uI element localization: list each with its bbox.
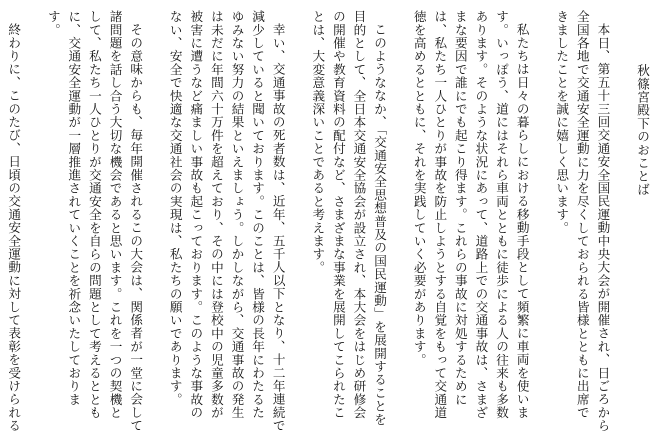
paragraph-association-activities: このようななか、「交通安全思想普及の国民運動」を展開することを目的として、全日本交通安全協会が設立され、本大会をはじめ研修会の開催や教育資料の配付など、さまざまな事業を展開してこられたことは、大変意義深いことであると考えます。 xyxy=(310,10,388,426)
document-title: 秋篠宮殿下のおことば xyxy=(635,64,650,196)
paragraph-road-safety-awareness: 私たちは日々の暮らしにおける移動手段として頻繁に車両を使います。いっぽう、道にはそれら車両とともに徒歩による人の往来も多数あります。そのような状況にあって、道路上での交通事故は、さまざまな要因で誰にでも起こり得ます。これらの事故に対処するためには、私たち一人ひとりが事故を防止しようとする自覚をもって交通道徳を高めるとともに、それを実践していく必要があります。 xyxy=(411,10,530,420)
paragraph-convention-significance: その意味からも、毎年開催されるこの大会は、関係者が一堂に会して諸問題を話し合う大切な機会であると思います。これを一つの契機として、私たち一人ひとりが交通安全を自らの問題として考えるとともに、交通安全運動が一層推進されていくことを祈念いたしております。 xyxy=(45,10,144,432)
paragraph-accident-statistics: 幸い、交通事故の死者数は、近年、五千人以下となり、十二年連続で減少していると聞いております。このことは、皆様の長年にわたるたゆみない努力の結果といえましょう。しかしながら、交通事故の発生は未だに年間六十万件を超えており、その中には登校中の児童多数が被害に遭うなど痛ましい事故も起こっております。このような事故のない、安全で快適な交通社会の実現は、私たちの願いであります。 xyxy=(167,10,286,432)
paragraph-closing: 終わりに、このたび、日頃の交通安全運動に対して表彰を受けられる xyxy=(6,22,22,432)
paragraph-opening: 本日、第五十三回交通安全国民運動中央大会が開催され、日ごろから全国各地で交通安全運動に力を尽くしておられる皆様とともに出席できましたことを誠に嬉しく思います。 xyxy=(554,10,611,432)
